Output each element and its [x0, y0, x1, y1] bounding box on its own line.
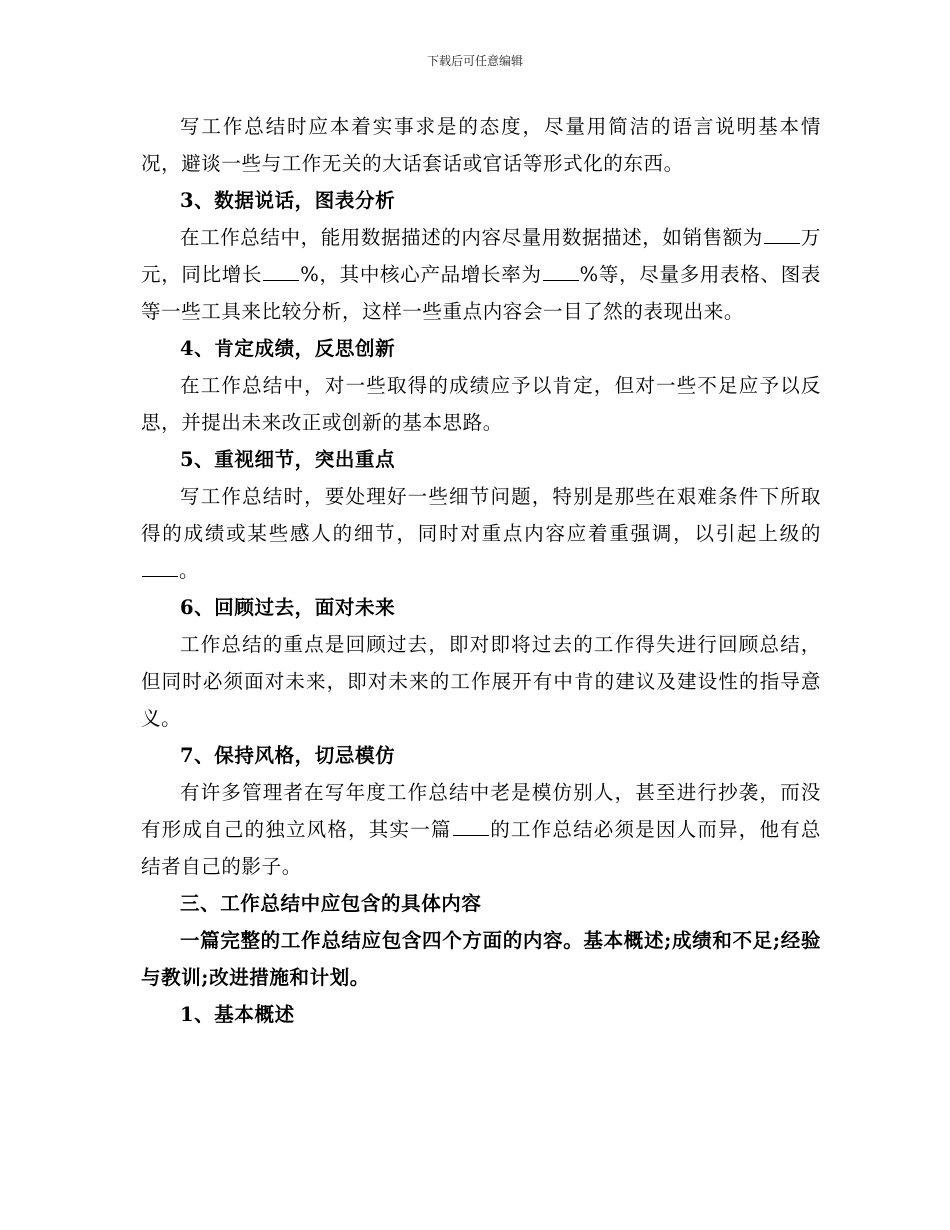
paragraph-7-text-b: 的工作总结必须是因人而异，他有总结者自己的影子。 [141, 818, 821, 878]
paragraph-intro: 写工作总结时应本着实事求是的态度，尽量用简洁的语言说明基本情况，避谈一些与工作无关的大话套话或官话等形式化的东西。 [141, 115, 821, 175]
paragraph-7-text-a: 有许多管理者在写年度工作总结中老是模仿别人，甚至进行抄袭，而没有形成自己的独立风格，其实一篇 [141, 781, 821, 841]
heading-5: 5、重视细节，突出重点 [180, 448, 396, 471]
fill-blank [142, 558, 178, 577]
paragraph-3-text-d: %等，尽量多用表格、图表等一些工具来比较分析，这样一些重点内容会一目了然的表现出来。 [141, 263, 822, 323]
heading-7: 7、保持风格，切忌模仿 [180, 744, 396, 767]
paragraph-3-text-b: 万元，同比增长 [141, 226, 822, 286]
paragraph-4: 在工作总结中，对一些取得的成绩应予以肯定，但对一些不足应予以反思，并提出未来改正或创新的基本思路。 [141, 374, 821, 434]
paragraph-5-text-a: 写工作总结时，要处理好一些细节问题，特别是那些在艰难条件下所取得的成绩或某些感人的细节，同时对重点内容应着重强调，以引起上级的 [141, 485, 821, 545]
page-header: 下载后可任意编辑 [426, 54, 523, 68]
heading-6: 6、回顾过去，面对未来 [180, 596, 396, 619]
fill-blank [263, 262, 299, 281]
paragraph-3-text-c: %，其中核心产品增长率为 [300, 263, 542, 286]
paragraph-5 [141, 478, 821, 589]
paragraph-7 [141, 774, 821, 885]
section-heading-three: 三、工作总结中应包含的具体内容 [180, 892, 482, 915]
fill-blank [453, 817, 489, 836]
paragraph-6: 工作总结的重点是回顾过去，即对即将过去的工作得失进行回顾总结，但同时必须面对未来，即对未来的工作展开有中肯的建议及建设性的指导意义。 [141, 633, 821, 730]
paragraph-3-text-a: 在工作总结中，能用数据描述的内容尽量用数据描述，如销售额为 [180, 226, 763, 249]
paragraph-3 [141, 219, 821, 330]
subheading-1: 1、基本概述 [180, 1003, 295, 1026]
heading-4: 4、肯定成绩，反思创新 [180, 337, 396, 360]
paragraph-5-text-b: 。 [179, 559, 200, 582]
document-body [141, 108, 821, 1033]
heading-3: 3、数据说话，图表分析 [180, 189, 396, 212]
fill-blank [764, 225, 800, 244]
fill-blank [543, 262, 579, 281]
paragraph-lead: 一篇完整的工作总结应包含四个方面的内容。基本概述;成绩和不足;经验与教训;改进措施和计划。 [141, 929, 821, 989]
